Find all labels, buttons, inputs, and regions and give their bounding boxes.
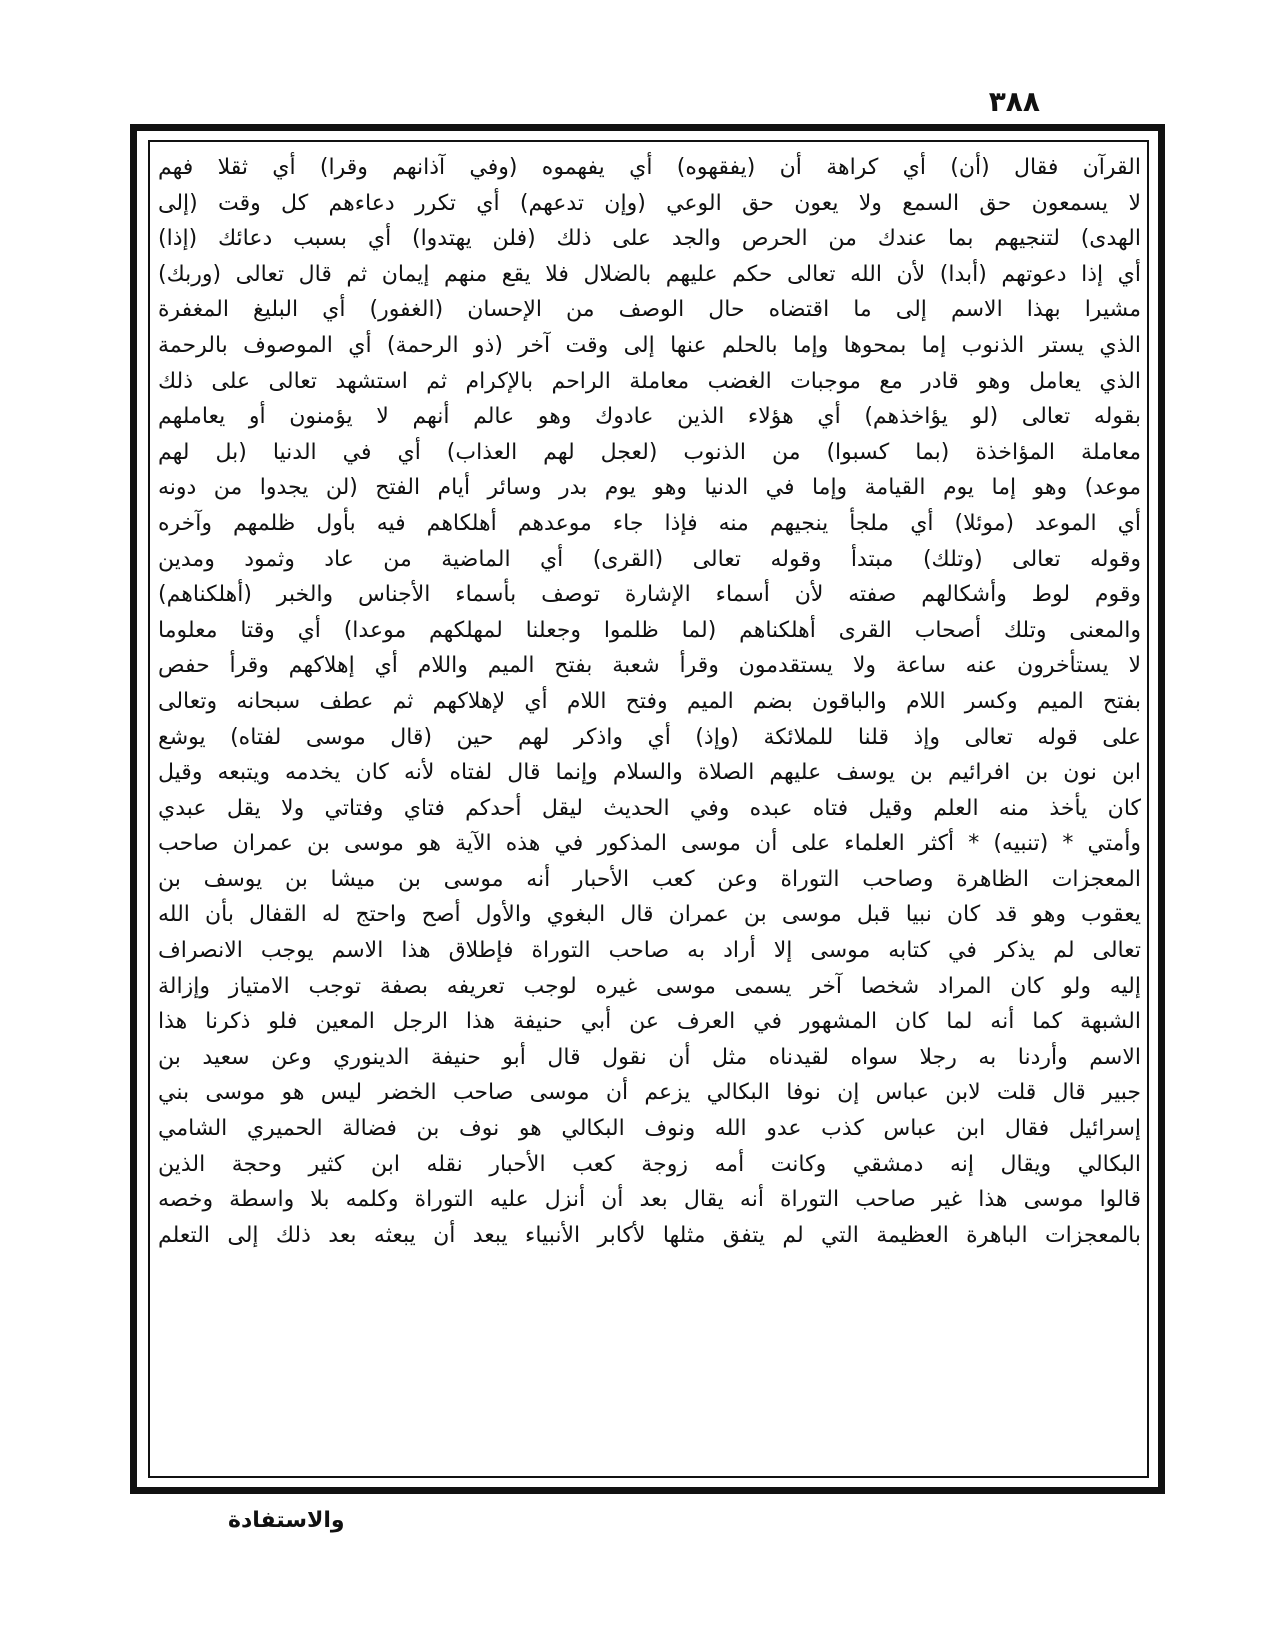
text-line: تعالى لم يذكر في كتابه موسى إلا أراد به صاحب التوراة فإطلاق هذا الاسم يوجب الانصراف bbox=[158, 938, 1141, 964]
text-line: الاسم وأردنا به رجلا سواه لقيدناه مثل أن نقول قال أبو حنيفة الدينوري وعن سعيد بن bbox=[158, 1044, 1141, 1070]
text-line: يعقوب وهو قد كان نبيا قبل موسى بن عمران قال البغوي والأول أصح واحتج له القفال بأن الله bbox=[158, 902, 1141, 928]
text-line: موعد) وهو إما يوم القيامة وإما في الدنيا وهو يوم بدر وسائر أيام الفتح (لن يجدوا من دونه bbox=[158, 475, 1141, 501]
page-number: ٣٨٨ bbox=[988, 85, 1040, 118]
text-line: مشيرا بهذا الاسم إلى ما اقتضاه حال الوصف من الإحسان (الغفور) أي البليغ المغفرة bbox=[158, 297, 1141, 323]
text-line: إليه ولو كان المراد شخصا آخر يسمى موسى غيره لوجب تعريفه بصفة توجب الامتياز وإزالة bbox=[158, 973, 1141, 999]
text-line: بقوله تعالى (لو يؤاخذهم) أي هؤلاء الذين عادوك وهو عالم أنهم لا يؤمنون أو يعاملهم bbox=[158, 404, 1141, 430]
text-line: على قوله تعالى وإذ قلنا للملائكة (وإذ) أي واذكر لهم حين (قال موسى لفتاه) يوشع bbox=[158, 724, 1141, 750]
tafsir-text-body bbox=[158, 150, 1141, 1472]
text-line: لا يستأخرون عنه ساعة ولا يستقدمون وقرأ شعبة بفتح الميم واللام أي إهلاكهم وقرأ حفص bbox=[158, 653, 1141, 679]
text-line: وقوله تعالى (وتلك) مبتدأ وقوله تعالى (القرى) أي الماضية من عاد وثمود ومدين bbox=[158, 546, 1141, 572]
catchword: والاستفادة bbox=[228, 1508, 345, 1533]
text-line: لا يسمعون حق السمع ولا يعون حق الوعي (وإن تدعهم) أي تكرر دعاءهم كل وقت (إلى bbox=[158, 190, 1141, 216]
text-line: الذي يعامل وهو قادر مع موجبات الغضب معاملة الراحم بالإكرام ثم استشهد تعالى على ذلك bbox=[158, 368, 1141, 394]
text-line: وأمتي * (تنبيه) * أكثر العلماء على أن موسى المذكور في هذه الآية هو موسى بن عمران صاحب bbox=[158, 831, 1141, 857]
text-line: جبير قال قلت لابن عباس إن نوفا البكالي يزعم أن موسى صاحب الخضر ليس هو موسى بني bbox=[158, 1080, 1141, 1106]
text-line: الذي يستر الذنوب إما بمحوها وإما بالحلم عنها إلى وقت آخر (ذو الرحمة) أي الموصوف بالرحمة bbox=[158, 332, 1141, 358]
text-line: أي إذا دعوتهم (أبدا) لأن الله تعالى حكم عليهم بالضلال فلا يقع منهم إيمان ثم قال تعالى (وربك) bbox=[158, 261, 1141, 287]
text-line: الهدى) لتنجيهم بما عندك من الحرص والجد على ذلك (فلن يهتدوا) أي بسبب دعائك (إذا) bbox=[158, 226, 1141, 252]
text-line: ابن نون بن افرائيم بن يوسف عليهم الصلاة والسلام وإنما قال لفتاه لأنه كان يخدمه ويتبعه وقيل bbox=[158, 760, 1141, 786]
text-line: والمعنى وتلك أصحاب القرى أهلكناهم (لما ظلموا وجعلنا لمهلكهم موعدا) أي وقتا معلوما bbox=[158, 617, 1141, 643]
text-line: أي الموعد (موئلا) أي ملجأ ينجيهم منه فإذا جاء موعدهم أهلكاهم فيه بأول ظلمهم وآخره bbox=[158, 510, 1141, 536]
text-line: كان يأخذ منه العلم وقيل فتاه عبده وفي الحديث ليقل أحدكم فتاي وفتاتي ولا يقل عبدي bbox=[158, 795, 1141, 821]
text-line: البكالي ويقال إنه دمشقي وكانت أمه زوجة كعب الأحبار نقله ابن كثير وحجة الذين bbox=[158, 1151, 1141, 1177]
text-line: معاملة المؤاخذة (بما كسبوا) من الذنوب (لعجل لهم العذاب) أي في الدنيا (بل لهم bbox=[158, 439, 1141, 465]
text-line: قالوا موسى هذا غير صاحب التوراة أنه يقال بعد أن أنزل عليه التوراة وكلمه بلا واسطة وخصه bbox=[158, 1187, 1141, 1213]
text-line: القرآن فقال (أن) أي كراهة أن (يفقهوه) أي يفهموه (وفي آذانهم وقرا) أي ثقلا فهم bbox=[158, 155, 1141, 180]
text-line: الشبهة كما أنه لما كان المشهور في العرف عن أبي حنيفة هذا الرجل المعين فلو ذكرنا هذا bbox=[158, 1009, 1141, 1035]
text-line: إسرائيل فقال ابن عباس كذب عدو الله ونوف البكالي هو نوف بن فضالة الحميري الشامي bbox=[158, 1116, 1141, 1142]
text-line: المعجزات الظاهرة وصاحب التوراة وعن كعب الأحبار أنه موسى بن ميشا بن يوسف بن bbox=[158, 866, 1141, 892]
text-line: وقوم لوط وأشكالهم صفته لأن أسماء الإشارة توصف بأسماء الأجناس والخبر (أهلكناهم) bbox=[158, 582, 1141, 608]
text-line: بفتح الميم وكسر اللام والباقون بضم الميم وفتح اللام أي لإهلاكهم ثم عطف سبحانه وتعالى bbox=[158, 688, 1141, 714]
text-line: بالمعجزات الباهرة العظيمة التي لم يتفق مثلها لأكابر الأنبياء يبعد أن يبعثه بعد ذلك إلى التعلم bbox=[158, 1222, 1141, 1248]
